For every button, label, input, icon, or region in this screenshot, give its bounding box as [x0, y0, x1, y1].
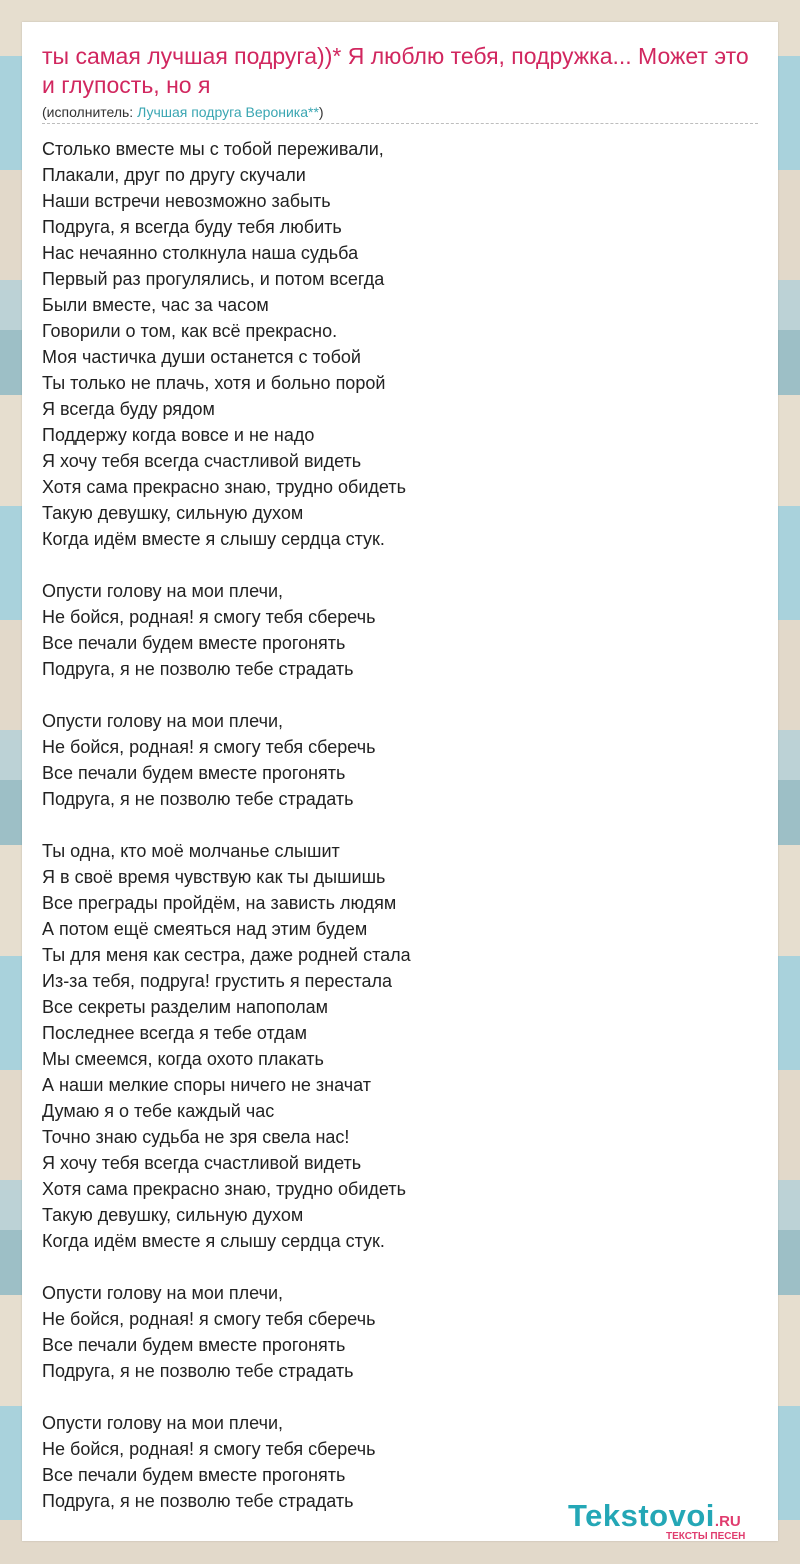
performer-link[interactable]: Лучшая подруга Вероника**	[137, 104, 319, 120]
lyrics-line: Ты одна, кто моё молчанье слышит	[42, 841, 340, 861]
lyrics-line: Я в своё время чувствую как ты дышишь	[42, 867, 386, 887]
lyrics-line: Все печали будем вместе прогонять	[42, 1465, 346, 1485]
logo-tld: .RU	[714, 1513, 741, 1530]
lyrics-line: Мы смеемся, когда охото плакать	[42, 1049, 324, 1069]
lyrics-line: А наши мелкие споры ничего не значат	[42, 1075, 371, 1095]
lyrics-line: Когда идём вместе я слышу сердца стук.	[42, 1231, 385, 1251]
lyrics-line: Плакали, друг по другу скучали	[42, 165, 306, 185]
lyrics-line: Последнее всегда я тебе отдам	[42, 1023, 308, 1043]
lyrics-line: Я хочу тебя всегда счастливой видеть	[42, 451, 362, 471]
lyrics-stanza	[42, 136, 758, 552]
lyrics-line: Опусти голову на мои плечи,	[42, 581, 284, 601]
lyrics-line: Столько вместе мы с тобой переживали,	[42, 139, 384, 159]
lyrics-line: Все печали будем вместе прогонять	[42, 633, 346, 653]
lyrics-line: Хотя сама прекрасно знаю, трудно обидеть	[42, 1179, 406, 1199]
lyrics-line: Подруга, я не позволю тебе страдать	[42, 1491, 354, 1511]
logo-tagline: ТЕКСТЫ ПЕСЕН	[666, 1531, 746, 1542]
performer-line	[42, 103, 758, 124]
lyrics-line: Первый раз прогулялись, и потом всегда	[42, 269, 385, 289]
lyrics-line: Все печали будем вместе прогонять	[42, 1335, 346, 1355]
performer-suffix: )	[318, 104, 324, 120]
lyrics-stanza	[42, 838, 758, 1254]
lyrics-line: Подруга, я всегда буду тебя любить	[42, 217, 342, 237]
lyrics-text	[42, 136, 758, 1540]
lyrics-line: Все преграды пройдём, на зависть людям	[42, 893, 397, 913]
lyrics-line: Все печали будем вместе прогонять	[42, 763, 346, 783]
lyrics-line: Моя частичка души останется с тобой	[42, 347, 361, 367]
lyrics-stanza	[42, 578, 758, 682]
lyrics-line: Не бойся, родная! я смогу тебя сберечь	[42, 1309, 376, 1329]
lyrics-line: Ты только не плачь, хотя и больно порой	[42, 373, 386, 393]
lyrics-line: Поддержу когда вовсе и не надо	[42, 425, 315, 445]
lyrics-line: А потом ещё смеяться над этим будем	[42, 919, 368, 939]
lyrics-line: Не бойся, родная! я смогу тебя сберечь	[42, 1439, 376, 1459]
lyrics-line: Подруга, я не позволю тебе страдать	[42, 1361, 354, 1381]
lyrics-line: Опусти голову на мои плечи,	[42, 1413, 284, 1433]
lyrics-stanza	[42, 708, 758, 812]
site-logo[interactable]	[568, 1498, 778, 1542]
lyrics-line: Нас нечаянно столкнула наша судьба	[42, 243, 359, 263]
lyrics-line: Опусти голову на мои плечи,	[42, 711, 284, 731]
lyrics-line: Не бойся, родная! я смогу тебя сберечь	[42, 737, 376, 757]
lyrics-line: Ты для меня как сестра, даже родней стала	[42, 945, 411, 965]
lyrics-line: Такую девушку, сильную духом	[42, 1205, 304, 1225]
lyrics-line: Все секреты разделим напополам	[42, 997, 328, 1017]
lyrics-line: Опусти голову на мои плечи,	[42, 1283, 284, 1303]
lyrics-line: Наши встречи невозможно забыть	[42, 191, 331, 211]
lyrics-stanza	[42, 1280, 758, 1384]
lyrics-line: Точно знаю судьба не зря свела нас!	[42, 1127, 350, 1147]
performer-prefix: (исполнитель:	[42, 104, 138, 120]
lyrics-line: Не бойся, родная! я смогу тебя сберечь	[42, 607, 376, 627]
logo-name: Tekstovoi	[568, 1498, 715, 1533]
lyrics-line: Такую девушку, сильную духом	[42, 503, 304, 523]
lyrics-line: Из-за тебя, подруга! грустить я перестала	[42, 971, 393, 991]
lyrics-card	[22, 22, 778, 1541]
lyrics-line: Говорили о том, как всё прекрасно.	[42, 321, 338, 341]
lyrics-line: Подруга, я не позволю тебе страдать	[42, 789, 354, 809]
lyrics-line: Думаю я о тебе каждый час	[42, 1101, 275, 1121]
lyrics-line: Подруга, я не позволю тебе страдать	[42, 659, 354, 679]
lyrics-line: Когда идём вместе я слышу сердца стук.	[42, 529, 385, 549]
lyrics-line: Я хочу тебя всегда счастливой видеть	[42, 1153, 362, 1173]
lyrics-line: Хотя сама прекрасно знаю, трудно обидеть	[42, 477, 406, 497]
lyrics-line: Были вместе, час за часом	[42, 295, 269, 315]
lyrics-line: Я всегда буду рядом	[42, 399, 215, 419]
song-title: ты самая лучшая подруга))* Я люблю тебя, подружка... Может это и глупость, но я	[42, 43, 749, 98]
